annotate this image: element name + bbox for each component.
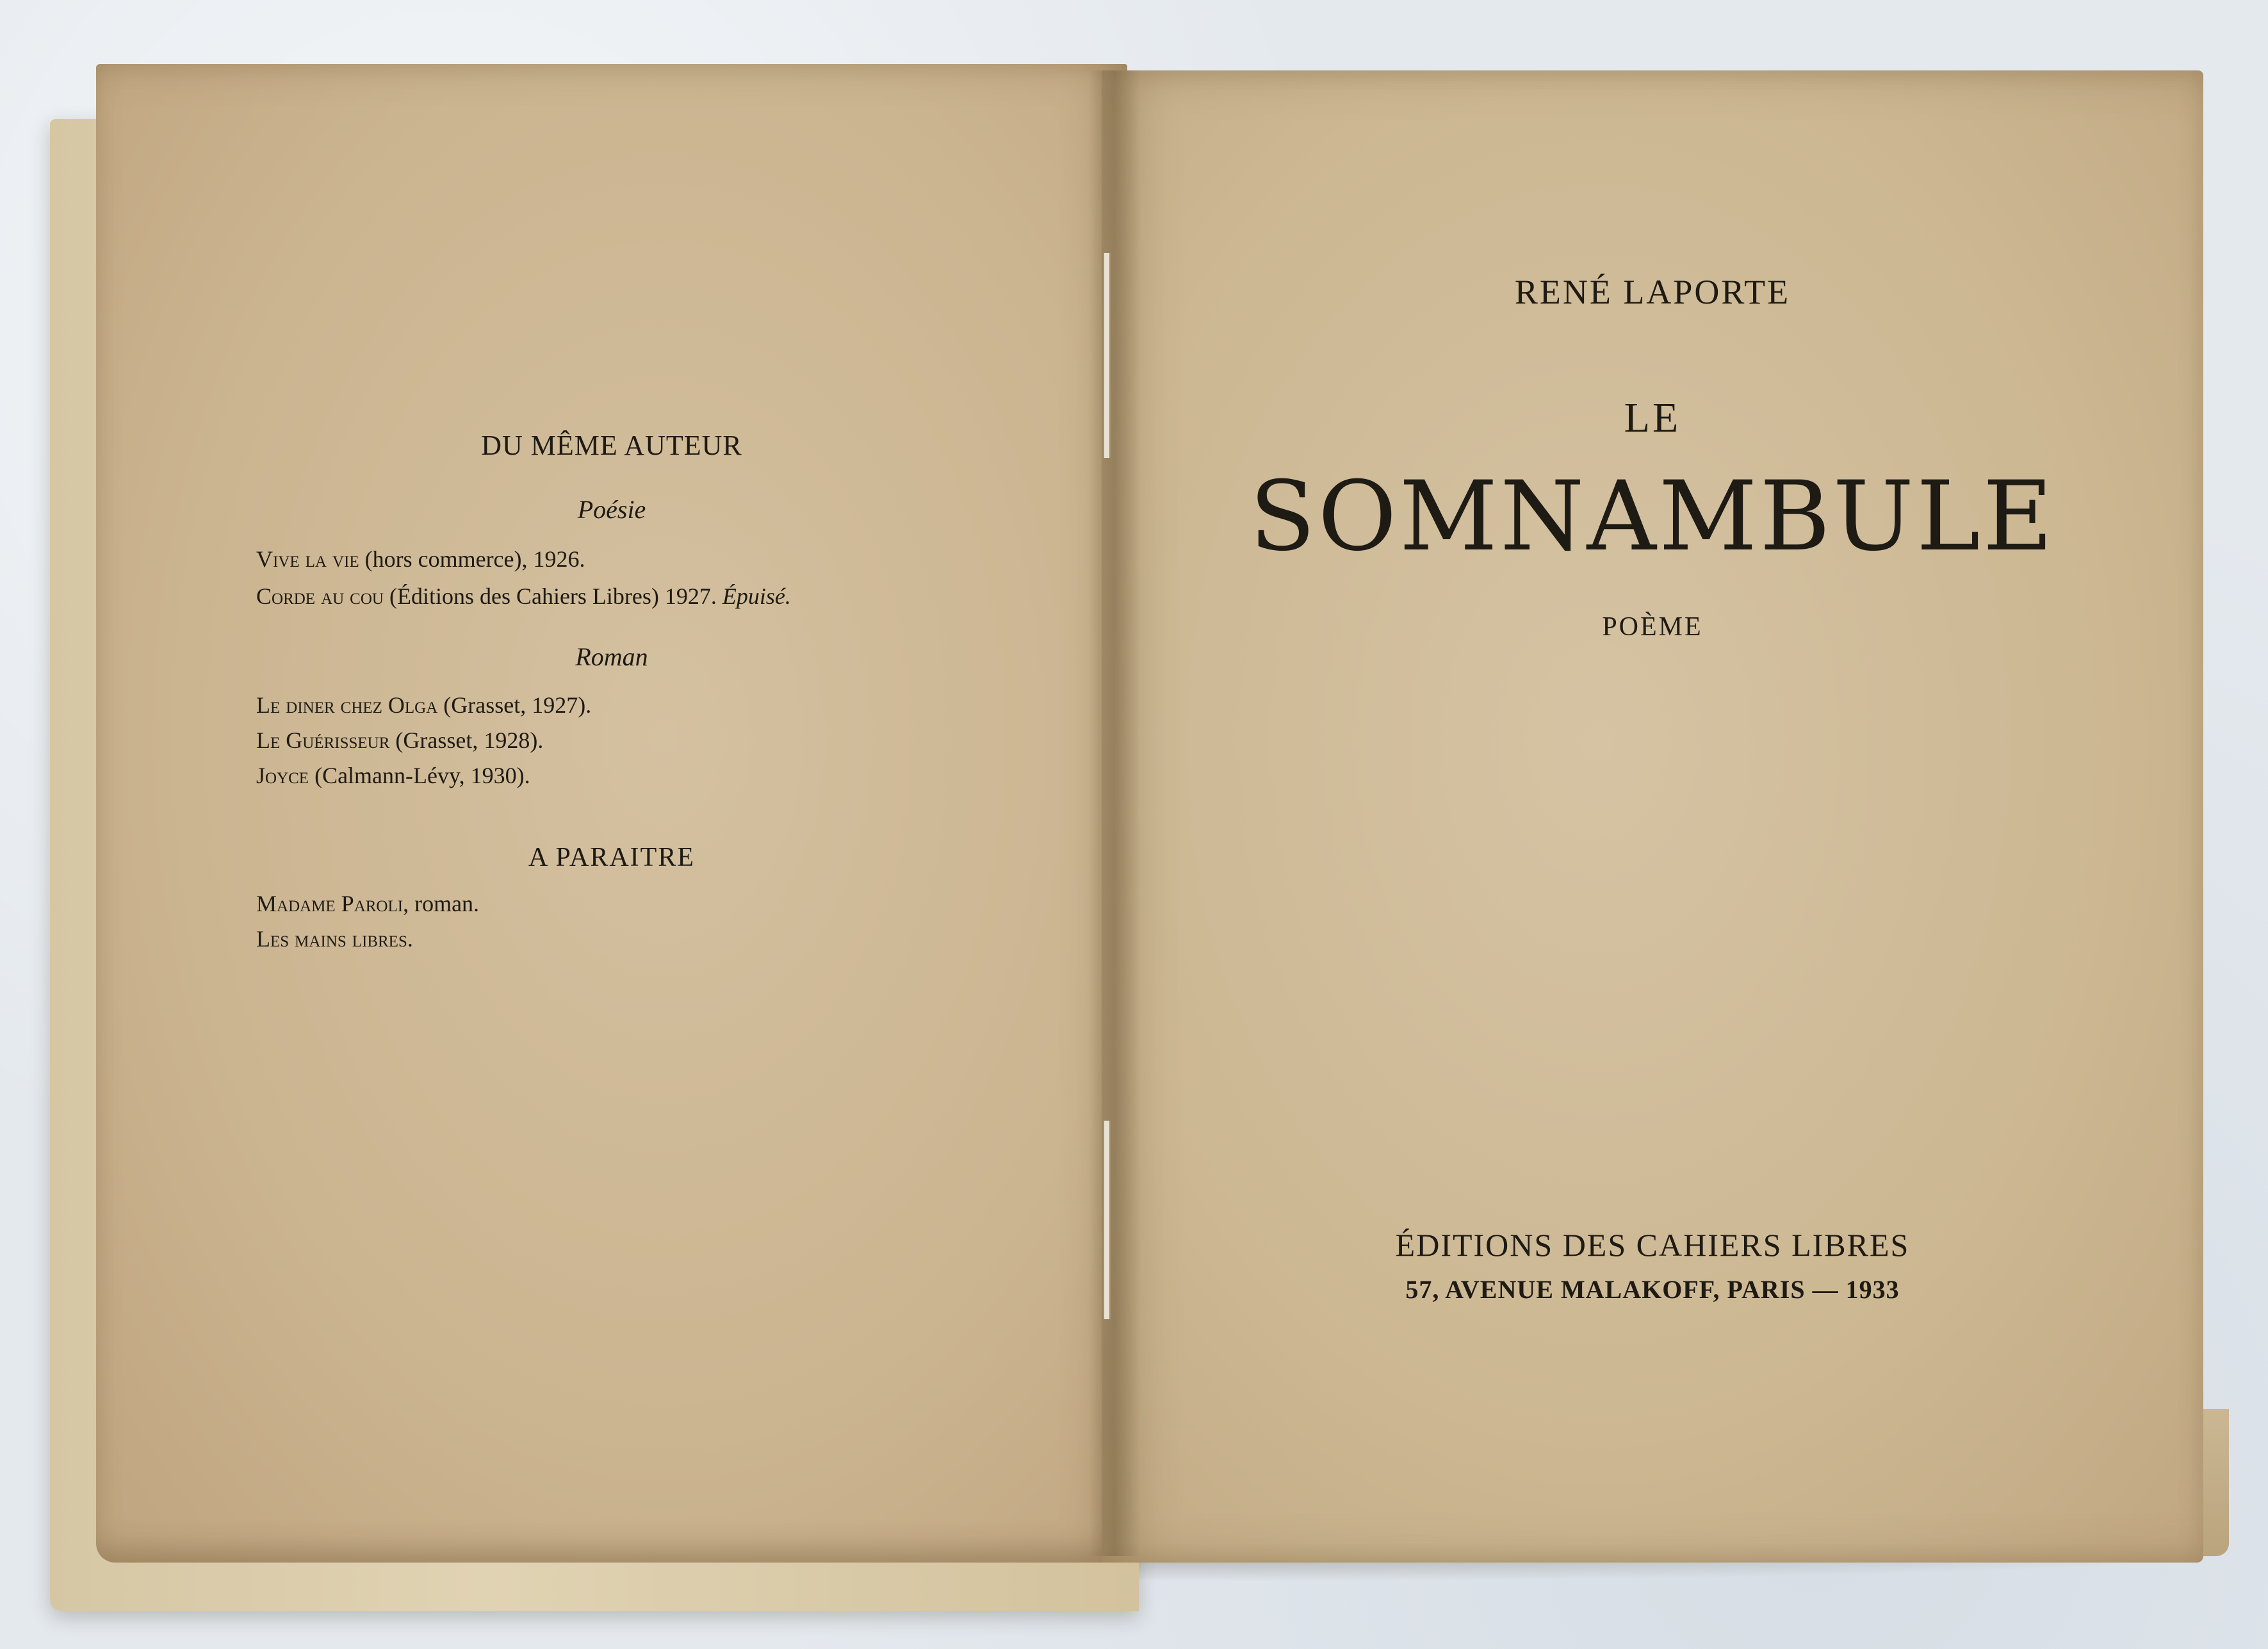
left-page-heading: DU MÊME AUTEUR bbox=[481, 430, 742, 461]
author-name: RENÉ LAPORTE bbox=[1514, 273, 1791, 311]
bibliography-entry bbox=[256, 546, 585, 573]
bibliography-entry bbox=[256, 925, 413, 952]
entry-title: Corde au cou bbox=[256, 583, 384, 609]
publisher-name: ÉDITIONS DES CAHIERS LIBRES bbox=[1395, 1227, 1910, 1263]
entry-note: Épuisé. bbox=[722, 583, 791, 609]
entry-details: (Grasset, 1927). bbox=[437, 692, 592, 718]
title-prefix: LE bbox=[1624, 394, 1681, 441]
entry-details: (Calmann-Lévy, 1930). bbox=[309, 763, 530, 788]
entry-title: Les mains libres. bbox=[256, 926, 413, 952]
entry-details: (hors commerce), 1926. bbox=[359, 546, 585, 572]
left-page bbox=[96, 64, 1127, 1563]
section-label-poesie: Poésie bbox=[577, 495, 646, 524]
entry-details: , roman. bbox=[403, 891, 480, 916]
bibliography-entry bbox=[256, 727, 543, 754]
book-title: SOMNAMBULE bbox=[1249, 461, 2056, 573]
bibliography-entry bbox=[256, 890, 479, 917]
bibliography-entry bbox=[256, 692, 591, 719]
bibliography-entry bbox=[256, 762, 530, 789]
entry-title: Madame Paroli bbox=[256, 891, 404, 916]
section-label-a-paraitre: A PARAITRE bbox=[528, 843, 695, 872]
entry-details: (Grasset, 1928). bbox=[389, 727, 544, 753]
book-subtitle: POÈME bbox=[1602, 612, 1703, 642]
bibliography-entry bbox=[256, 583, 791, 610]
entry-title: Le diner chez Olga bbox=[256, 692, 438, 718]
entry-title: Vive la vie bbox=[256, 546, 359, 572]
publisher-address: 57, AVENUE MALAKOFF, PARIS — 1933 bbox=[1405, 1275, 1900, 1304]
entry-details: (Éditions des Cahiers Libres) 1927. bbox=[383, 583, 722, 609]
section-label-roman: Roman bbox=[575, 642, 648, 671]
entry-title: Le Guérisseur bbox=[256, 727, 390, 753]
entry-title: Joyce bbox=[256, 763, 309, 788]
